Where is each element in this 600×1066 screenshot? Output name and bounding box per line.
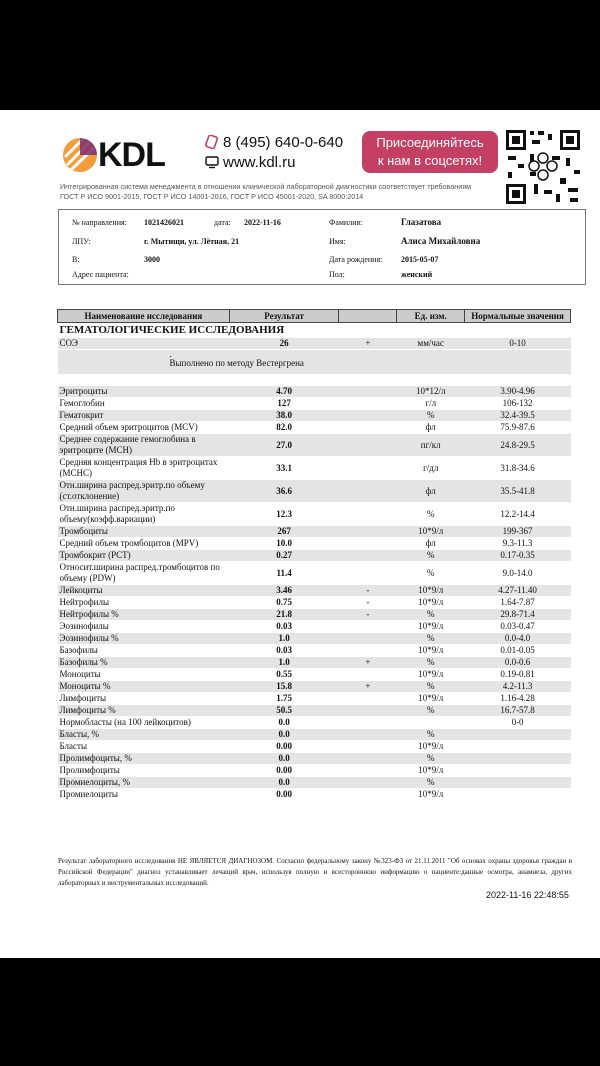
row-unit: фл — [397, 480, 465, 503]
row-unit: 10*9/л — [397, 621, 465, 633]
row-flag — [339, 398, 397, 410]
row-norm — [465, 765, 571, 777]
referral-label: № направления: — [72, 218, 127, 227]
table-row — [58, 729, 571, 741]
row-norm: 1.16-4.28 — [465, 693, 571, 705]
row-flag — [339, 789, 397, 801]
row-flag — [339, 621, 397, 633]
table-row — [58, 753, 571, 765]
row-flag — [339, 526, 397, 538]
table-row — [58, 717, 571, 729]
row-flag — [339, 669, 397, 681]
address-label: Адрес пациента: — [72, 270, 129, 279]
row-name: Эозинофилы % — [58, 633, 230, 645]
row-name: Среднее содержание гемоглобина в эритроците (MCH) — [58, 434, 230, 457]
row-name: СОЭ — [58, 338, 230, 350]
row-value: 36.6 — [229, 480, 339, 503]
row-flag — [339, 562, 397, 585]
row-value: 1.0 — [229, 657, 339, 669]
dob-value: 2015-05-07 — [401, 255, 439, 264]
surname-value: Глазатова — [401, 217, 442, 227]
row-name: Лимфоциты % — [58, 705, 230, 717]
row-unit: 10*9/л — [397, 645, 465, 657]
row-flag — [339, 480, 397, 503]
row-flag — [339, 503, 397, 526]
row-flag — [339, 422, 397, 434]
row-norm: 75.9-87.6 — [465, 422, 571, 434]
row-flag — [339, 538, 397, 550]
row-unit: г/дл — [397, 457, 465, 480]
row-value: 10.0 — [229, 538, 339, 550]
row-flag — [339, 741, 397, 753]
row-flag — [339, 645, 397, 657]
row-norm: 0.01-0.05 — [465, 645, 571, 657]
row-norm: 12.2-14.4 — [465, 503, 571, 526]
table-row — [58, 434, 571, 457]
row-name: Бласты, % — [58, 729, 230, 741]
row-flag — [339, 729, 397, 741]
phone-number: 8 (495) 640-0-640 — [223, 134, 344, 151]
row-norm: 29.8-71.4 — [465, 609, 571, 621]
row-unit: % — [397, 777, 465, 789]
row-unit: фл — [397, 538, 465, 550]
row-value: 0.0 — [229, 717, 339, 729]
header-unit: Ед. изм. — [397, 310, 465, 323]
header-norm: Нормальные значения — [465, 310, 571, 323]
row-norm: 4.27-11.40 — [465, 585, 571, 597]
row-name: Эозинофилы — [58, 621, 230, 633]
row-name: Лимфоциты — [58, 693, 230, 705]
phone-icon — [205, 135, 219, 149]
row-norm: 31.8-34.6 — [465, 457, 571, 480]
row-unit — [397, 717, 465, 729]
row-name: Нейтрофилы % — [58, 609, 230, 621]
table-row — [58, 705, 571, 717]
row-flag: + — [339, 338, 397, 350]
dob-label: Дата рождения: — [329, 255, 383, 264]
row-value: 0.03 — [229, 621, 339, 633]
row-name: Средний объем тромбоцитов (MPV) — [58, 538, 230, 550]
row-value: 15.8 — [229, 681, 339, 693]
header-name: Наименование исследования — [58, 310, 230, 323]
method-row — [58, 350, 571, 375]
row-name: Моноциты % — [58, 681, 230, 693]
row-name: Тромбокрит (PCT) — [58, 550, 230, 562]
row-value: 267 — [229, 526, 339, 538]
row-name: Бласты — [58, 741, 230, 753]
row-norm: 9.3-11.3 — [465, 538, 571, 550]
logo-text: KDL — [98, 136, 165, 174]
row-name: Нормобласты (на 100 лейкоцитов) — [58, 717, 230, 729]
row-value: 0.03 — [229, 645, 339, 657]
row-name: Относит.ширина распред.тромбоцитов по объему (PDW) — [58, 562, 230, 585]
iso-line-2: ГОСТ Р ИСО 9001-2015, ГОСТ Р ИСО 14001-2016, ГОСТ Р ИСО 45001-2020, SA 8000:2014 — [60, 192, 364, 201]
results-table — [57, 309, 571, 801]
header-flag — [339, 310, 397, 323]
table-row — [58, 398, 571, 410]
monitor-icon — [205, 155, 219, 169]
row-norm: 0.17-0.35 — [465, 550, 571, 562]
row-value: 33.1 — [229, 457, 339, 480]
row-unit: 10*9/л — [397, 765, 465, 777]
row-unit: 10*9/л — [397, 597, 465, 609]
row-name: Эритроциты — [58, 386, 230, 398]
row-unit: % — [397, 503, 465, 526]
table-row — [58, 422, 571, 434]
row-name: Гемоглобин — [58, 398, 230, 410]
social-line-1: Присоединяйтесь — [376, 135, 484, 150]
row-flag — [339, 410, 397, 422]
table-row — [58, 693, 571, 705]
table-row — [58, 550, 571, 562]
row-unit: мм/час — [397, 338, 465, 350]
row-value: 0.00 — [229, 765, 339, 777]
row-norm — [465, 753, 571, 765]
row-flag — [339, 717, 397, 729]
row-value: 82.0 — [229, 422, 339, 434]
row-flag — [339, 753, 397, 765]
row-value: 0.27 — [229, 550, 339, 562]
table-row — [58, 526, 571, 538]
table-row — [58, 777, 571, 789]
row-name: Тромбоциты — [58, 526, 230, 538]
row-value: 26 — [229, 338, 339, 350]
row-value: 0.0 — [229, 777, 339, 789]
row-norm: 0.0-0.6 — [465, 657, 571, 669]
v-label: В: — [72, 255, 80, 264]
row-norm: 0.0-4.0 — [465, 633, 571, 645]
row-value: 21.8 — [229, 609, 339, 621]
row-name: Моноциты — [58, 669, 230, 681]
row-flag: - — [339, 585, 397, 597]
row-name: Средний объем эритроцитов (MCV) — [58, 422, 230, 434]
row-value: 38.0 — [229, 410, 339, 422]
row-unit: % — [397, 550, 465, 562]
row-unit: пг/кл — [397, 434, 465, 457]
row-name: Базофилы % — [58, 657, 230, 669]
row-flag — [339, 765, 397, 777]
row-value: 12.3 — [229, 503, 339, 526]
social-banner[interactable] — [362, 131, 498, 173]
website-url: www.kdl.ru — [223, 154, 296, 171]
iso-certification — [60, 182, 500, 202]
row-flag: - — [339, 609, 397, 621]
row-flag: - — [339, 597, 397, 609]
row-flag — [339, 633, 397, 645]
row-norm: 3.90-4.96 — [465, 386, 571, 398]
row-unit: г/л — [397, 398, 465, 410]
row-flag — [339, 693, 397, 705]
row-name: Пролимфоциты, % — [58, 753, 230, 765]
row-flag — [339, 550, 397, 562]
row-value: 4.70 — [229, 386, 339, 398]
sex-label: Пол: — [329, 270, 345, 279]
name-value: Алиса Михайловна — [401, 236, 481, 246]
table-row — [58, 457, 571, 480]
row-norm — [465, 729, 571, 741]
row-unit: % — [397, 729, 465, 741]
row-name: Отн.ширина распред.эритр.по объему (ст.отклонение) — [58, 480, 230, 503]
row-value: 0.55 — [229, 669, 339, 681]
row-norm: 16.7-57.8 — [465, 705, 571, 717]
referral-value: 1021426021 — [144, 218, 184, 227]
table-row — [58, 609, 571, 621]
method-dot: . — [169, 349, 172, 359]
row-flag — [339, 386, 397, 398]
table-row — [58, 765, 571, 777]
table-header — [58, 310, 571, 323]
row-unit: % — [397, 633, 465, 645]
lpu-label: ЛПУ: — [72, 237, 91, 246]
patient-info-box — [58, 209, 586, 285]
sex-value: женский — [401, 270, 433, 279]
date-value: 2022-11-16 — [244, 218, 281, 227]
row-flag — [339, 705, 397, 717]
row-name: Лейкоциты — [58, 585, 230, 597]
table-row — [58, 503, 571, 526]
row-flag — [339, 434, 397, 457]
social-line-2: к нам в соцсетях! — [377, 153, 483, 168]
iso-line-1: Интегрированная система менеджмента в отношении клинической лабораторной диагностики соответствует требованиям — [60, 182, 472, 191]
row-value: 1.75 — [229, 693, 339, 705]
row-norm: 35.5-41.8 — [465, 480, 571, 503]
row-unit: 10*12/л — [397, 386, 465, 398]
date-label: дата: — [214, 218, 231, 227]
row-norm: 0.03-0.47 — [465, 621, 571, 633]
row-value: 1.0 — [229, 633, 339, 645]
row-name: Пролимфоциты — [58, 765, 230, 777]
row-unit: % — [397, 753, 465, 765]
table-row — [58, 562, 571, 585]
row-norm: 4.2-11.3 — [465, 681, 571, 693]
row-value: 0.0 — [229, 753, 339, 765]
row-norm: 0-10 — [465, 338, 571, 350]
row-flag — [339, 457, 397, 480]
phone-contact[interactable] — [205, 134, 343, 151]
disclaimer: Результат лабораторного исследования НЕ ЯВЛЯЕТСЯ ДИАГНОЗОМ. Согласно федеральному закону №323-ФЗ от 21.11.2011 "Об основах охраны здоровья граждан в Российской Федерации" диагноз устанавливает лечащий врач, используя полную и всестороннюю информацию о пациенте:данные осмотра, анамнеза, других лабораторных и инструментальных исследований. — [58, 857, 572, 887]
table-row — [58, 669, 571, 681]
row-norm — [465, 741, 571, 753]
row-norm — [465, 777, 571, 789]
table-row — [58, 741, 571, 753]
row-norm — [465, 789, 571, 801]
qr-code-icon[interactable] — [504, 128, 582, 206]
row-unit: % — [397, 410, 465, 422]
row-value: 0.0 — [229, 729, 339, 741]
row-value: 3.46 — [229, 585, 339, 597]
table-row — [58, 633, 571, 645]
v-value: 3000 — [144, 255, 160, 264]
header-result: Результат — [229, 310, 339, 323]
table-row — [58, 789, 571, 801]
row-norm: 24.8-29.5 — [465, 434, 571, 457]
table-row — [58, 681, 571, 693]
row-name: Промиелоциты, % — [58, 777, 230, 789]
print-timestamp: 2022-11-16 22:48:55 — [486, 890, 569, 900]
table-row — [58, 410, 571, 422]
row-norm: 32.4-39.5 — [465, 410, 571, 422]
row-unit: % — [397, 657, 465, 669]
row-unit: % — [397, 681, 465, 693]
row-value: 0.00 — [229, 741, 339, 753]
row-value: 50.5 — [229, 705, 339, 717]
row-unit: 10*9/л — [397, 526, 465, 538]
row-unit: 10*9/л — [397, 741, 465, 753]
row-flag — [339, 777, 397, 789]
table-row — [58, 386, 571, 398]
row-norm: 1.64-7.87 — [465, 597, 571, 609]
row-value: 127 — [229, 398, 339, 410]
method-note: Выполнено по методу Вестергрена — [169, 358, 304, 368]
row-value: 11.4 — [229, 562, 339, 585]
row-unit: 10*9/л — [397, 585, 465, 597]
row-value: 0.00 — [229, 789, 339, 801]
row-unit: % — [397, 705, 465, 717]
row-name: Базофилы — [58, 645, 230, 657]
section-title: ГЕМАТОЛОГИЧЕСКИЕ ИССЛЕДОВАНИЯ — [58, 323, 571, 338]
table-row — [58, 597, 571, 609]
report-page — [0, 110, 600, 958]
table-row — [58, 480, 571, 503]
row-name: Гематокрит — [58, 410, 230, 422]
row-name: Отн.ширина распред.эритр.по объему(коэфф.вариации) — [58, 503, 230, 526]
website-link[interactable] — [205, 154, 296, 171]
lpu-value: г. Мытищи, ул. Лётная, 21 — [144, 237, 240, 246]
row-unit: % — [397, 609, 465, 621]
row-unit: 10*9/л — [397, 669, 465, 681]
row-norm: 106-132 — [465, 398, 571, 410]
row-unit: фл — [397, 422, 465, 434]
row-norm: 199-367 — [465, 526, 571, 538]
table-row — [58, 585, 571, 597]
row-name: Нейтрофилы — [58, 597, 230, 609]
row-name: Промиелоциты — [58, 789, 230, 801]
table-row — [58, 538, 571, 550]
row-unit: 10*9/л — [397, 789, 465, 801]
name-label: Имя: — [329, 237, 346, 246]
row-flag: + — [339, 657, 397, 669]
row-name: Средняя концентрация Hb в эритроцитах (MCHC) — [58, 457, 230, 480]
table-row — [58, 338, 571, 350]
row-value: 27.0 — [229, 434, 339, 457]
row-unit: 10*9/л — [397, 693, 465, 705]
row-norm: 0.19-0.81 — [465, 669, 571, 681]
row-value: 0.75 — [229, 597, 339, 609]
row-unit: % — [397, 562, 465, 585]
row-flag: + — [339, 681, 397, 693]
row-norm: 9.0-14.0 — [465, 562, 571, 585]
surname-label: Фамилия: — [329, 218, 363, 227]
table-row — [58, 621, 571, 633]
table-row — [58, 645, 571, 657]
table-row — [58, 657, 571, 669]
row-norm: 0-0 — [465, 717, 571, 729]
